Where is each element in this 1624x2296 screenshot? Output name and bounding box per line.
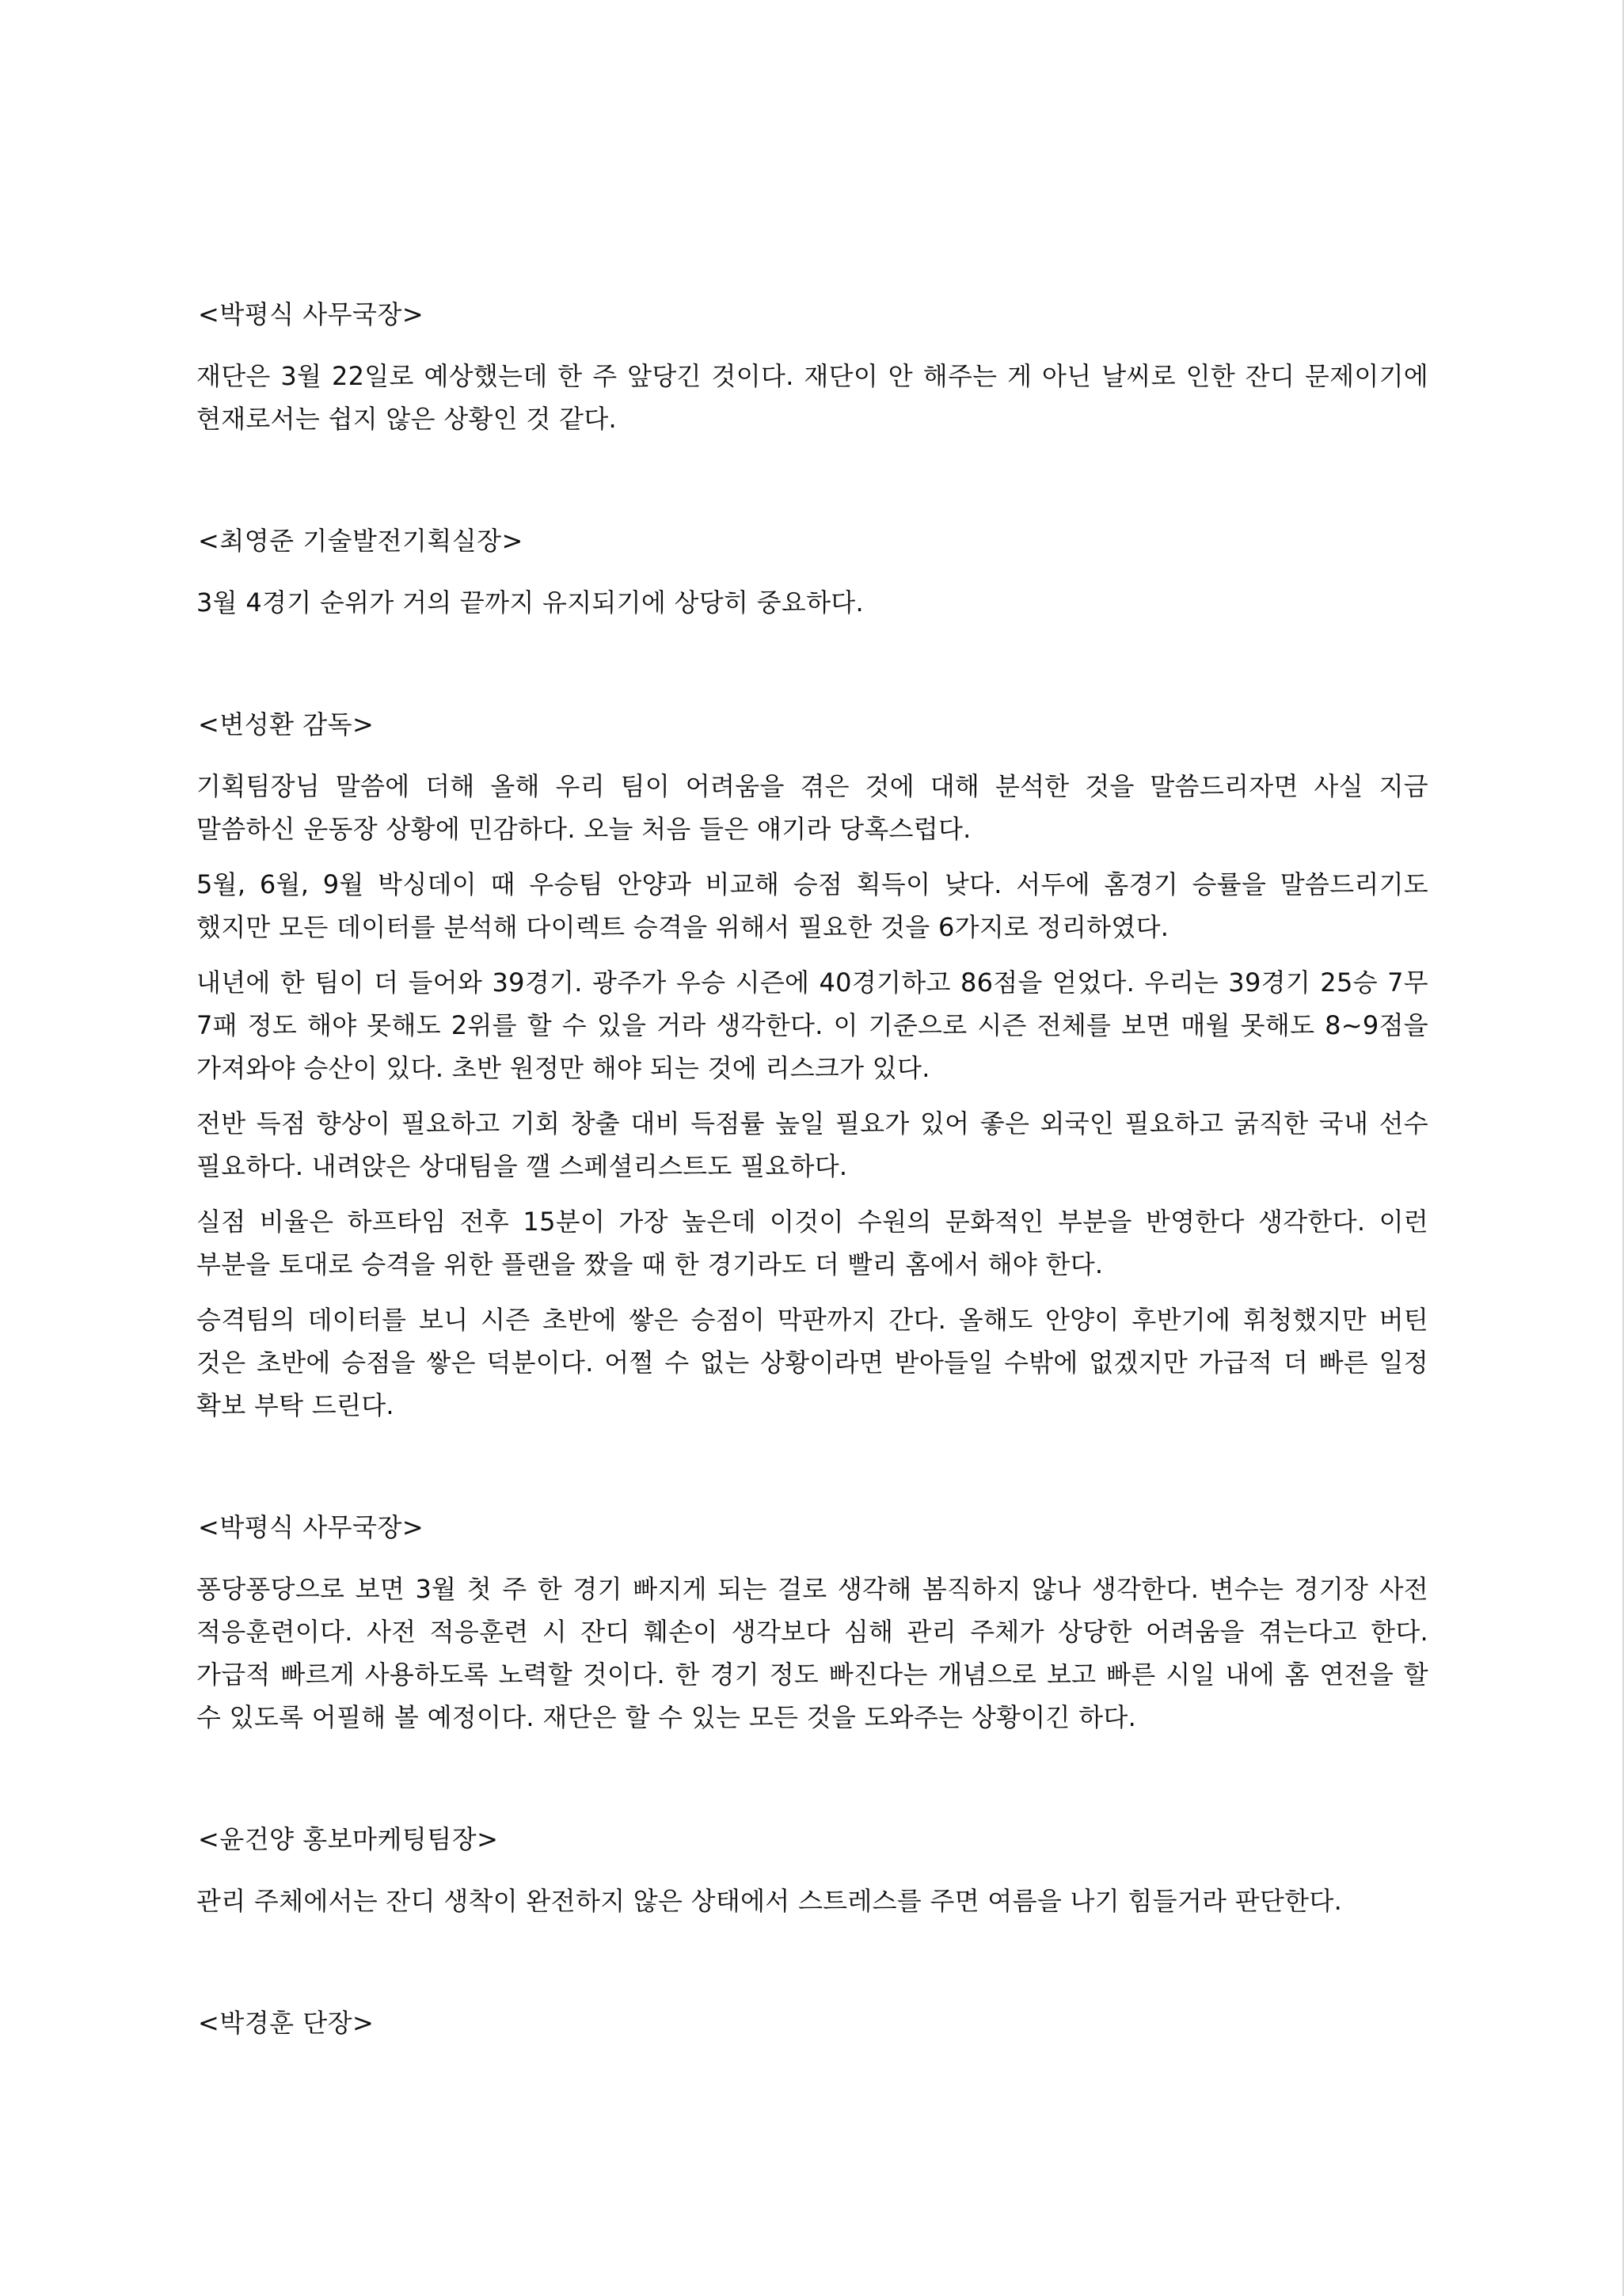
speaker-heading: <박평식 사무국장> <box>198 299 424 329</box>
speaker-heading: <최영준 기술발전기획실장> <box>198 526 523 556</box>
paragraph: 내년에 한 팀이 더 들어와 39경기. 광주가 우승 시즌에 40경기하고 86점을 얻었다. 우리는 39경기 25승 7무 7패 정도 해야 못해도 2위를 할 수 있을 거라 생각한다. 이 기준으로 시즌 전체를 보면 매월 못해도 8~9점을 가져와야 승산이 있다. 초반 원정만 해야 되는 것에 리스크가 있다. <box>196 967 1428 1083</box>
speaker-heading: <변성환 감독> <box>198 709 375 739</box>
speaker-heading: <박경훈 단장> <box>198 2008 375 2038</box>
section-3 <box>196 705 1428 1427</box>
section-5 <box>196 1819 1428 1922</box>
paragraph: 재단은 3월 22일로 예상했는데 한 주 앞당긴 것이다. 재단이 안 해주는 게 아닌 날씨로 인한 잔디 문제이기에 현재로서는 쉽지 않은 상황인 것 같다. <box>196 361 1428 434</box>
meeting-minutes-body <box>196 295 1428 2063</box>
paragraph: 퐁당퐁당으로 보면 3월 첫 주 한 경기 빠지게 되는 걸로 생각해 봄직하지 않나 생각한다. 변수는 경기장 사전 적응훈련이다. 사전 적응훈련 시 잔디 훼손이 생각보다 심해 관리 주체가 상당한 어려움을 겪는다고 한다. 가급적 빠르게 사용하도록 노력할 것이다. 한 경기 정도 빠진다는 개념으로 보고 빠른 시일 내에 홈 연전을 할 수 있도록 어필해 볼 예정이다. 재단은 할 수 있는 모든 것을 도와주는 상황이긴 하다. <box>196 1574 1428 1732</box>
section-6 <box>196 2003 1428 2043</box>
paragraph: 5월, 6월, 9월 박싱데이 때 우승팀 안양과 비교해 승점 획득이 낮다. 서두에 홈경기 승률을 말씀드리기도 했지만 모든 데이터를 분석해 다이렉트 승격을 위해서 필요한 것을 6가지로 정리하였다. <box>196 869 1428 942</box>
speaker-heading: <윤건양 홍보마케팅팀장> <box>198 1824 499 1854</box>
paragraph: 기획팀장님 말씀에 더해 올해 우리 팀이 어려움을 겪은 것에 대해 분석한 것을 말씀드리자면 사실 지금 말씀하신 운동장 상황에 민감하다. 오늘 처음 들은 얘기라 당혹스럽다. <box>196 771 1428 844</box>
section-1 <box>196 295 1428 440</box>
paragraph: 전반 득점 향상이 필요하고 기회 창출 대비 득점률 높일 필요가 있어 좋은 외국인 필요하고 굵직한 국내 선수 필요하다. 내려앉은 상대팀을 깰 스페셜리스트도 필요하다. <box>196 1108 1428 1181</box>
section-2 <box>196 521 1428 624</box>
paragraph: 실점 비율은 하프타임 전후 15분이 가장 높은데 이것이 수원의 문화적인 부분을 반영한다 생각한다. 이런 부분을 토대로 승격을 위한 플랜을 짰을 때 한 경기라도 더 빨리 홈에서 해야 한다. <box>196 1207 1428 1279</box>
paragraph: 3월 4경기 순위가 거의 끝까지 유지되기에 상당히 중요하다. <box>196 587 864 618</box>
paragraph: 관리 주체에서는 잔디 생착이 완전하지 않은 상태에서 스트레스를 주면 여름을 나기 힘들거라 판단한다. <box>196 1886 1343 1916</box>
section-4 <box>196 1507 1428 1739</box>
paragraph: 승격팀의 데이터를 보니 시즌 초반에 쌓은 승점이 막판까지 간다. 올해도 안양이 후반기에 휘청했지만 버틴 것은 초반에 승점을 쌓은 덕분이다. 어쩔 수 없는 상황이라면 받아들일 수밖에 없겠지만 가급적 더 빠른 일정 확보 부탁 드린다. <box>196 1305 1428 1420</box>
speaker-heading: <박평식 사무국장> <box>198 1512 424 1542</box>
